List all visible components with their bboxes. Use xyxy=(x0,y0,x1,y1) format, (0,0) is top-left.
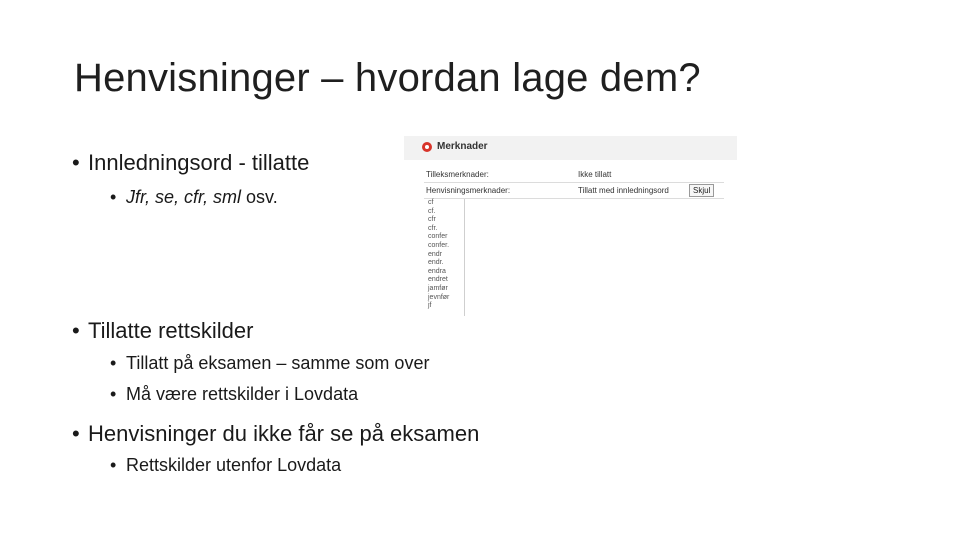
innledningsord-list xyxy=(424,199,465,316)
row-label: Henvisningsmerknader: xyxy=(426,186,511,195)
list-item: cfr. xyxy=(428,224,438,232)
bullet-tillatte-rettskilder: • Tillatte rettskilder xyxy=(72,318,254,343)
list-item: endr xyxy=(428,250,443,258)
bullet-lovdata: • Må være rettskilder i Lovdata xyxy=(110,384,359,404)
row-value: Tillatt med innledningsord xyxy=(578,186,669,195)
list-item: cf. xyxy=(428,207,436,215)
list-item: jevnfør xyxy=(428,293,450,301)
merknader-title: Merknader xyxy=(437,141,488,152)
list-item: endra xyxy=(428,267,446,275)
list-item: confer xyxy=(428,233,448,241)
list-item: jf xyxy=(428,302,432,310)
bullet-text: Tillatte rettskilder xyxy=(88,318,254,343)
comment-icon xyxy=(422,142,432,152)
skjul-select: Skjul xyxy=(689,184,714,197)
bullet-text: Rettskilder utenfor Lovdata xyxy=(126,455,342,475)
list-item: cf xyxy=(428,199,434,206)
merknader-header xyxy=(404,136,737,160)
bullet-text: Innledningsord - tillatte xyxy=(88,150,310,175)
list-item: jamfør xyxy=(428,284,448,292)
list-item: endr. xyxy=(428,259,444,267)
row-label: Tilleksmerknader: xyxy=(426,170,489,179)
bullet-innledningsord: • Innledningsord - tillatte xyxy=(72,150,310,175)
list-item: endret xyxy=(428,276,448,284)
list-item: confer. xyxy=(428,241,450,249)
slide-title: Henvisninger – hvordan lage dem? xyxy=(74,56,701,100)
bullet-text: Må være rettskilder i Lovdata xyxy=(126,384,359,404)
bullet-text: Henvisninger du ikke får se på eksamen xyxy=(88,421,480,446)
tilleksmerknader-row xyxy=(424,168,724,183)
bullet-text-suffix: osv. xyxy=(241,187,278,207)
bullet-text-italic: Jfr, se, cfr, sml xyxy=(126,187,242,207)
merknader-screenshot xyxy=(404,136,737,316)
bullet-tillatt-eksamen: • Tillatt på eksamen – samme som over xyxy=(110,353,430,373)
bullet-examples: • Jfr, se, cfr, sml osv. xyxy=(110,187,278,207)
henvisningsmerknader-row xyxy=(424,184,724,199)
row-value: Ikke tillatt xyxy=(578,170,612,179)
bullet-text: Tillatt på eksamen – samme som over xyxy=(126,353,430,373)
list-item: cfr xyxy=(428,216,436,224)
bullet-utenfor-lovdata: • Rettskilder utenfor Lovdata xyxy=(110,455,342,475)
bullet-henvisninger-eksamen: • Henvisninger du ikke får se på eksamen xyxy=(72,421,480,446)
